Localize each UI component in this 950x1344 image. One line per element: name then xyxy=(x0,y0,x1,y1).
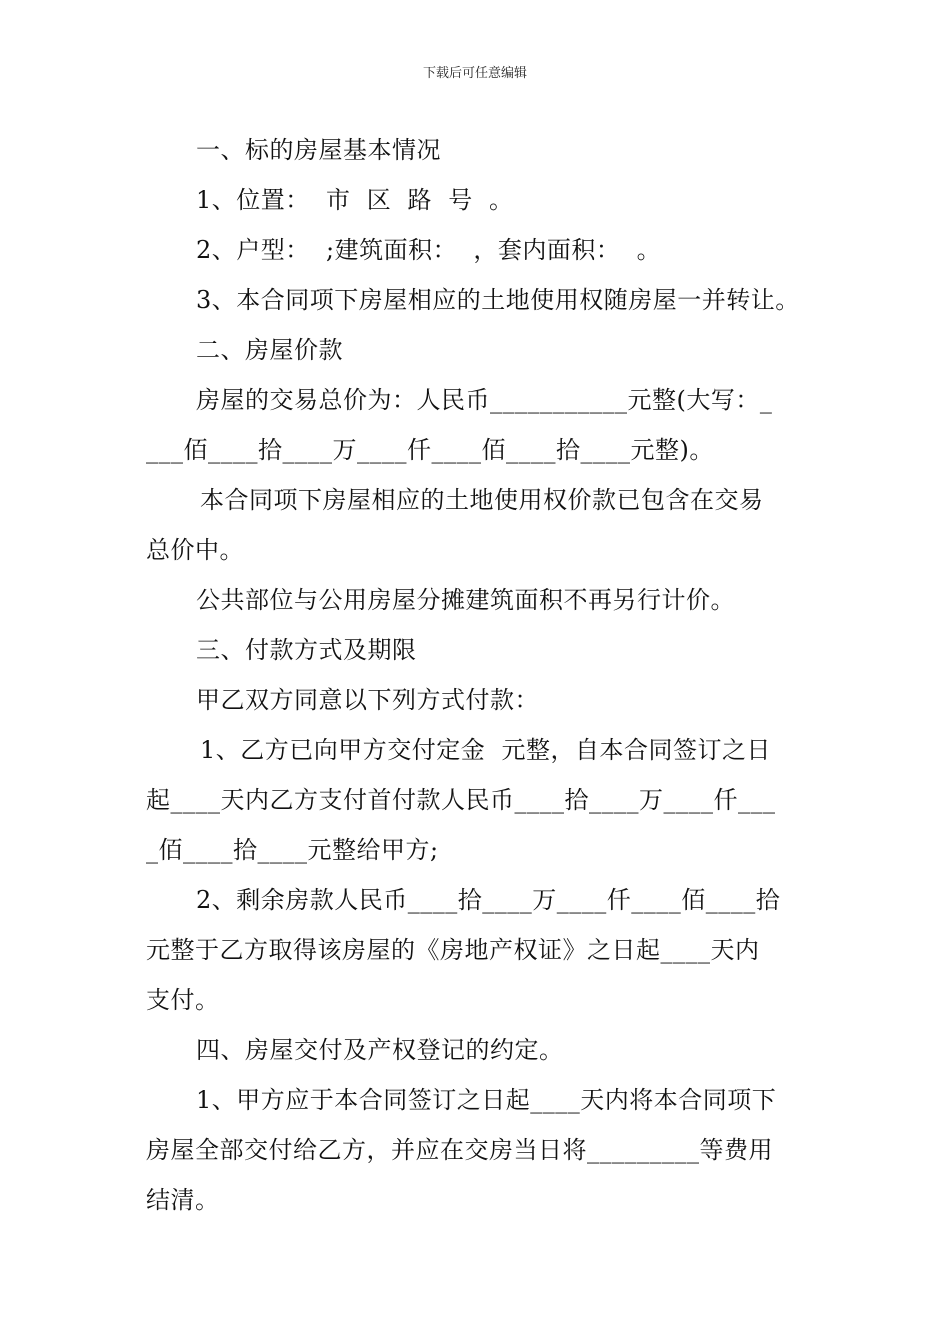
paragraph-land-use: 3、本合同项下房屋相应的土地使用权随房屋一并转让。 xyxy=(196,286,800,314)
paragraph-remaining-line-1: 2、剩余房款人民币____拾____万____仟____佰____拾 xyxy=(196,886,781,914)
paragraph-location: 1、位置： 市 区 路 号 。 xyxy=(196,186,514,214)
paragraph-deposit-line-3: _佰____拾____元整给甲方; xyxy=(146,836,439,864)
paragraph-deposit-line-1: 1、乙方已向甲方交付定金 元整，自本合同签订之日 xyxy=(200,736,772,764)
paragraph-total-price-line-1: 房屋的交易总价为：人民币___________元整(大写：_ xyxy=(196,386,773,414)
paragraph-land-price-line-1: 本合同项下房屋相应的土地使用权价款已包含在交易 xyxy=(200,486,764,514)
paragraph-deposit-line-2: 起____天内乙方支付首付款人民币____拾____万____仟___ xyxy=(146,786,776,814)
section-heading-4: 四、房屋交付及产权登记的约定。 xyxy=(196,1036,564,1064)
paragraph-public-area: 公共部位与公用房屋分摊建筑面积不再另行计价。 xyxy=(196,586,735,614)
paragraph-handover-line-3: 结清。 xyxy=(146,1186,220,1214)
page-header: 下载后可任意编辑 xyxy=(422,66,527,81)
paragraph-payment-intro: 甲乙双方同意以下列方式付款： xyxy=(196,686,539,714)
section-heading-1: 一、标的房屋基本情况 xyxy=(196,136,441,164)
paragraph-remaining-line-2: 元整于乙方取得该房屋的《房地产权证》之日起____天内 xyxy=(146,936,760,964)
paragraph-total-price-line-2: ___佰____拾____万____仟____佰____拾____元整)。 xyxy=(146,436,714,464)
section-heading-3: 三、付款方式及期限 xyxy=(196,636,417,664)
paragraph-layout-area: 2、户型： ;建筑面积： ，套内面积： 。 xyxy=(196,236,662,264)
paragraph-handover-line-1: 1、甲方应于本合同签订之日起____天内将本合同项下 xyxy=(196,1086,777,1114)
paragraph-remaining-line-3: 支付。 xyxy=(146,986,220,1014)
section-heading-2: 二、房屋价款 xyxy=(196,336,343,364)
paragraph-handover-line-2: 房屋全部交付给乙方，并应在交房当日将_________等费用 xyxy=(146,1136,773,1164)
paragraph-land-price-line-2: 总价中。 xyxy=(146,536,244,564)
